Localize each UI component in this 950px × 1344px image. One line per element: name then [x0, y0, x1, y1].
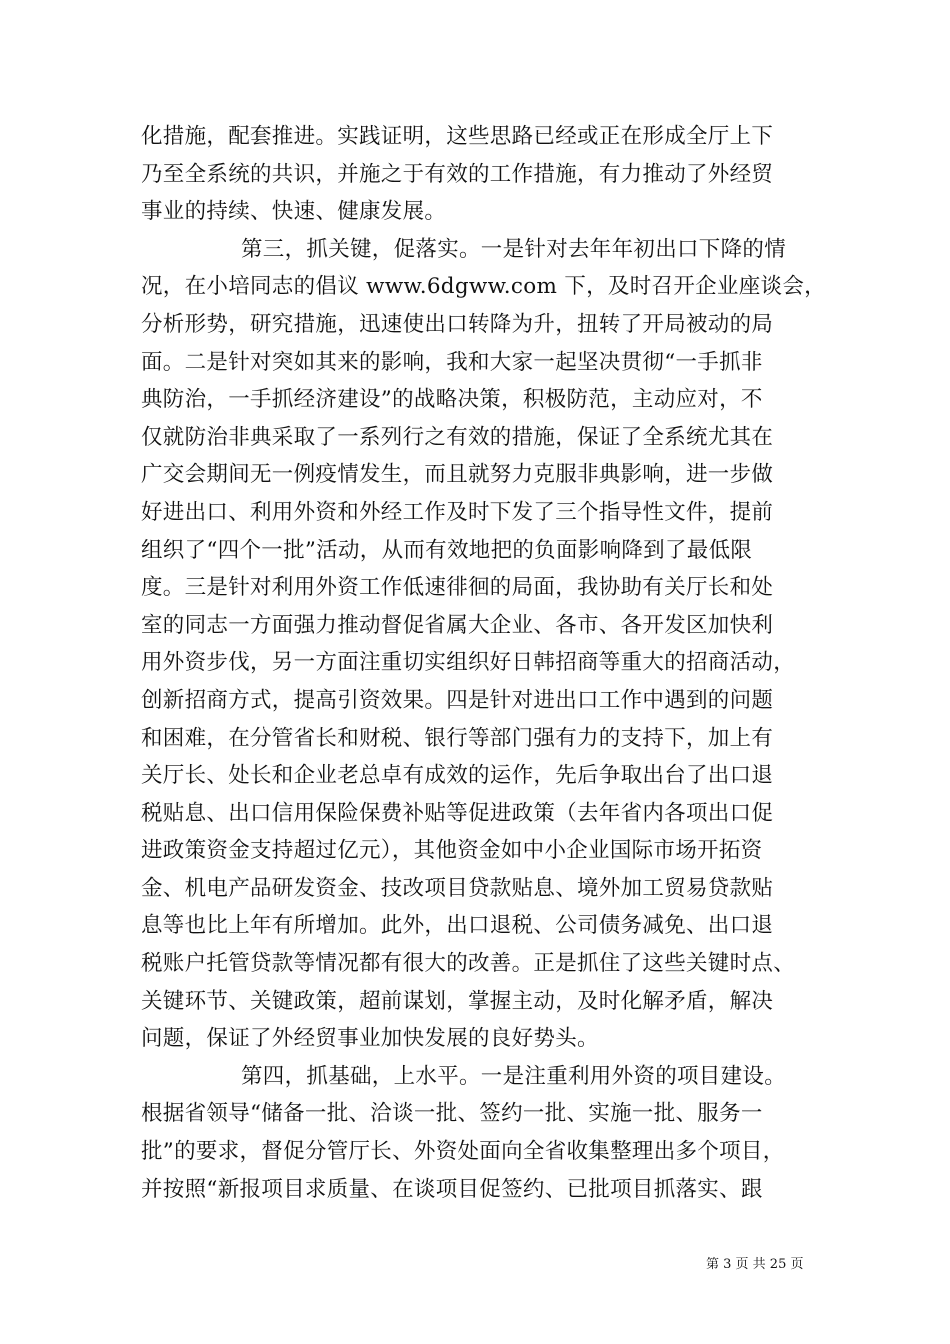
- paragraph-start-line: 第三，抓关键，促落实。一是针对去年年初出口下降的情: [241, 236, 787, 262]
- text-line: 批”的要求，督促分管厅长、外资处面向全省收集整理出多个项目，: [141, 1139, 785, 1165]
- text-line: 典防治，一手抓经济建设”的战略决策，积极防范，主动应对，不: [141, 387, 763, 413]
- text-line: 广交会期间无一例疫情发生，而且就努力克服非典影响，进一步做: [141, 462, 774, 488]
- text-line: 度。三是针对利用外资工作低速徘徊的局面，我协助有关厅长和处: [141, 575, 774, 601]
- text-line: 室的同志一方面强力推动督促省属大企业、各市、各开发区加快利: [141, 612, 774, 638]
- text-line: 分析形势，研究措施，迅速使出口转降为升，扭转了开局被动的局: [141, 311, 774, 337]
- text-line: 况，在小培同志的倡议 www.6dgww.com 下，及时召开企业座谈会，: [141, 274, 826, 300]
- text-line: 关键环节、关键政策，超前谋划，掌握主动，及时化解矛盾，解决: [141, 988, 774, 1014]
- text-line: 仅就防治非典采取了一系列行之有效的措施，保证了全系统尤其在: [141, 424, 774, 450]
- text-line: 面。二是针对突如其来的影响，我和大家一起坚决贯彻“一手抓非: [141, 349, 763, 375]
- text-line: 根据省领导“储备一批、洽谈一批、签约一批、实施一批、服务一: [141, 1101, 763, 1127]
- text-line: 用外资步伐，另一方面注重切实组织好日韩招商等重大的招商活动，: [141, 650, 796, 676]
- text-line: 和困难，在分管省长和财税、银行等部门强有力的支持下，加上有: [141, 725, 774, 751]
- text-line: 化措施，配套推进。实践证明，这些思路已经或正在形成全厅上下: [141, 124, 774, 149]
- text-line: 乃至全系统的共识，并施之于有效的工作措施，有力推动了外经贸: [141, 161, 774, 187]
- text-line: 好进出口、利用外资和外经工作及时下发了三个指导性文件，提前: [141, 499, 774, 525]
- text-line: 组织了“四个一批”活动，从而有效地把的负面影响降到了最低限: [141, 537, 753, 563]
- page-number: 第 3 页 共 25 页: [706, 1257, 804, 1272]
- text-line: 问题，保证了外经贸事业加快发展的良好势头。: [141, 1026, 599, 1052]
- paragraph-start-line: 第四，抓基础，上水平。一是注重利用外资的项目建设。: [241, 1063, 787, 1089]
- text-line: 创新招商方式，提高引资效果。四是针对进出口工作中遇到的问题: [141, 687, 774, 713]
- text-line: 税账户托管贷款等情况都有很大的改善。正是抓住了这些关键时点、: [141, 951, 796, 977]
- body-text: [141, 118, 826, 1208]
- text-line: 进政策资金支持超过亿元），其他资金如中小企业国际市场开拓资: [141, 838, 763, 864]
- text-line: 关厅长、处长和企业老总卓有成效的运作，先后争取出台了出口退: [141, 763, 774, 789]
- text-line: 息等也比上年有所增加。此外，出口退税、公司债务减免、出口退: [141, 913, 774, 939]
- text-line: 税贴息、出口信用保险保费补贴等促进政策（去年省内各项出口促: [141, 800, 774, 826]
- text-line: 金、机电产品研发资金、技改项目贷款贴息、境外加工贸易贷款贴: [141, 875, 774, 901]
- text-line: 并按照“新报项目求质量、在谈项目促签约、已批项目抓落实、跟: [141, 1176, 763, 1202]
- text-line: 事业的持续、快速、健康发展。: [141, 199, 447, 225]
